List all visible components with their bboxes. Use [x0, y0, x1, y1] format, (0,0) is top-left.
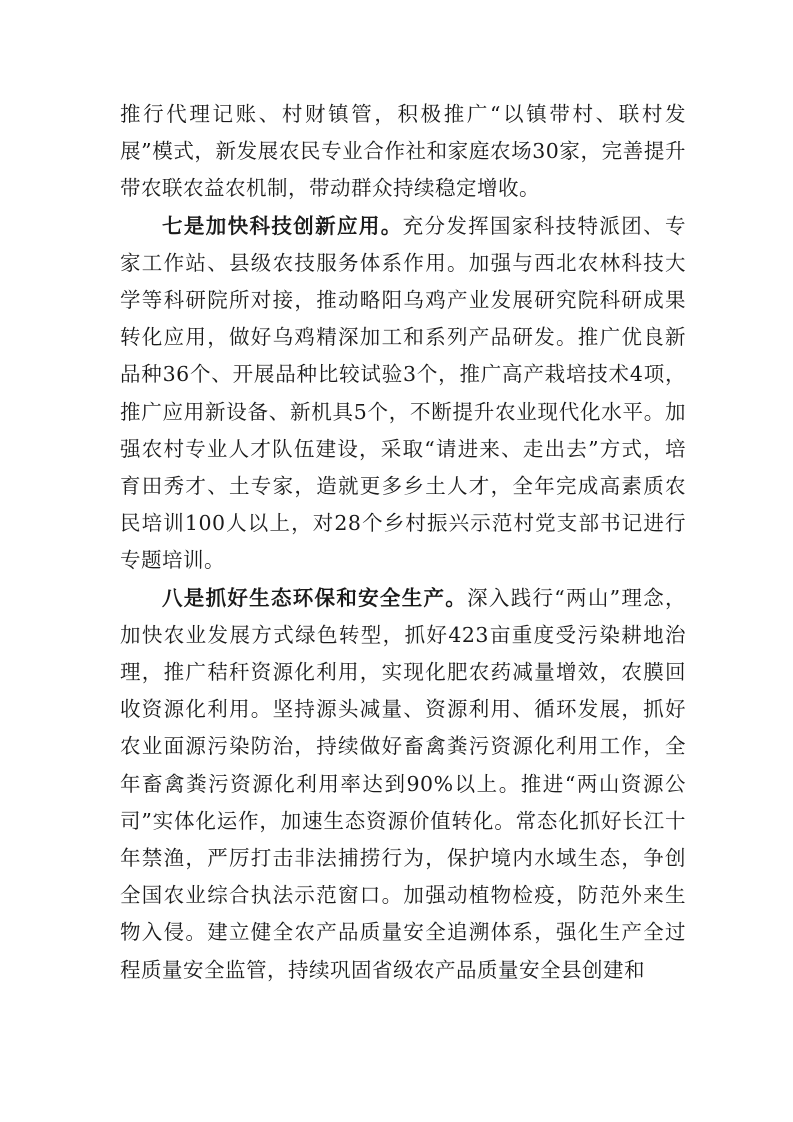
- paragraph-body: 充分发挥国家科技特派团、专家工作站、县级农技服务体系作用。加强与西北农林科技大学等科研院所对接，推动略阳乌鸡产业发展研究院科研成果转化应用，做好乌鸡精深加工和系列产品研发。推广优良新品种36个、开展品种比较试验3个，推广高产栽培技术4项，推广应用新设备、新机具5个，不断提升农业现代化水平。加强农村专业人才队伍建设，采取“请进来、走出去”方式，培育田秀才、土专家，造就更多乡土人才，全年完成高素质农民培训100人以上，对28个乡村振兴示范村党支部书记进行专题培训。: [120, 213, 687, 573]
- document-page: [120, 96, 686, 989]
- paragraph-science-tech: [120, 208, 686, 580]
- paragraph-continuation: [120, 96, 686, 208]
- paragraph-ecology-safety: [120, 580, 686, 989]
- paragraph-body: 推行代理记账、村财镇管，积极推广“以镇带村、联村发展”模式，新发展农民专业合作社和家庭农场30家，完善提升带农联农益农机制，带动群众持续稳定增收。: [120, 102, 686, 201]
- paragraph-body: 深入践行“两山”理念，加快农业发展方式绿色转型，抓好423亩重度受污染耕地治理，推广秸秆资源化利用，实现化肥农药减量增效，农膜回收资源化利用。坚持源头减量、资源利用、循环发展，抓好农业面源污染防治，持续做好畜禽粪污资源化利用工作，全年畜禽粪污资源化利用率达到90%以上。推进“两山资源公司”实体化运作，加速生态资源价值转化。常态化抓好长江十年禁渔，严厉打击非法捕捞行为，保护境内水域生态，争创全国农业综合执法示范窗口。加强动植物检疫，防范外来生物入侵。建立健全农产品质量安全追溯体系，强化生产全过程质量安全监管，持续巩固省级农产品质量安全县创建和: [120, 585, 686, 982]
- section-heading-seven: 七是加快科技创新应用。: [162, 213, 403, 238]
- section-heading-eight: 八是抓好生态环保和安全生产。: [162, 585, 468, 610]
